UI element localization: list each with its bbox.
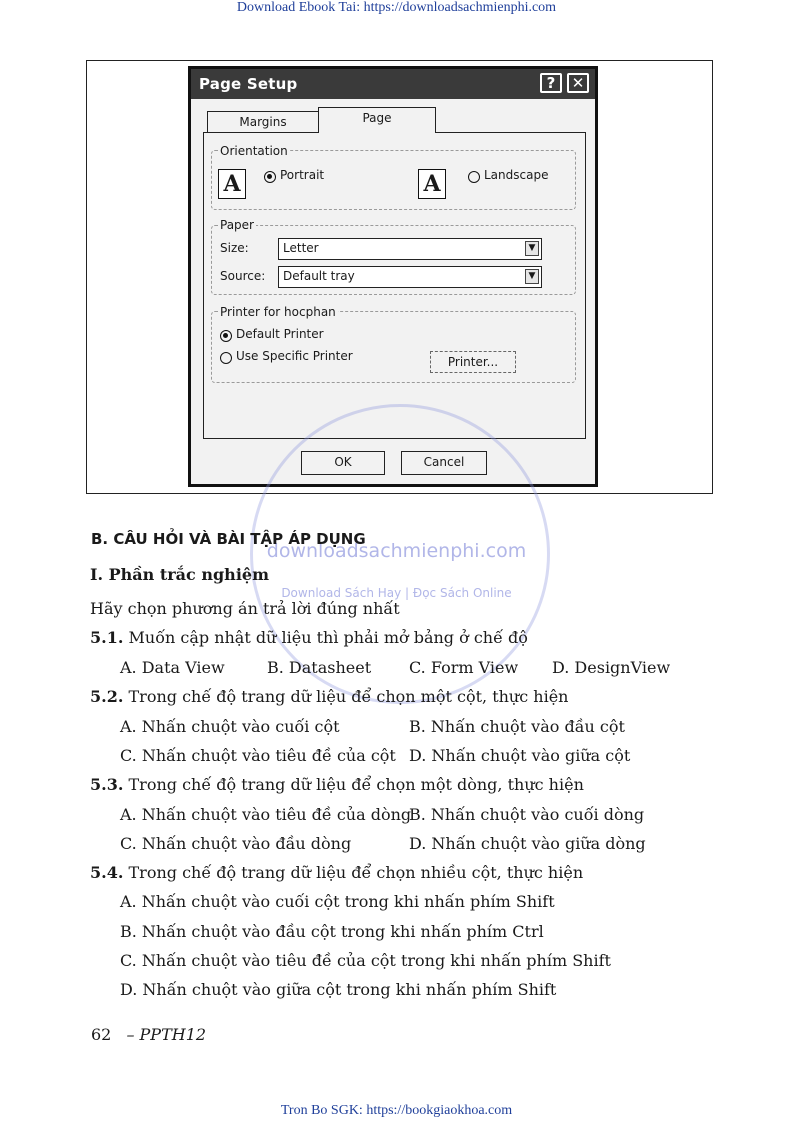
question-5-4 bbox=[90, 863, 583, 882]
option: B. Nhấn chuột vào đầu cột bbox=[409, 717, 625, 736]
source-select[interactable] bbox=[278, 266, 542, 288]
portrait-icon: A bbox=[218, 169, 246, 199]
option: D. Nhấn chuột vào giữa cột bbox=[409, 746, 631, 765]
chevron-down-icon[interactable]: ▼ bbox=[525, 241, 539, 256]
question-text: Trong chế độ trang dữ liệu để chọn một dòng, thực hiện bbox=[128, 775, 584, 794]
printer-group-label: Printer for hocphan bbox=[220, 305, 336, 319]
dialog-title: Page Setup bbox=[199, 75, 298, 93]
default-printer-radio[interactable] bbox=[220, 330, 232, 342]
option: C. Nhấn chuột vào đầu dòng bbox=[120, 834, 352, 853]
portrait-label: Portrait bbox=[280, 168, 325, 182]
close-button[interactable]: ✕ bbox=[567, 73, 589, 93]
option: B. Nhấn chuột vào cuối dòng bbox=[409, 805, 645, 824]
question-number: 5.3. bbox=[90, 775, 124, 794]
paper-label: Paper bbox=[220, 218, 254, 232]
question-text: Trong chế độ trang dữ liệu để chọn một cột, thực hiện bbox=[128, 687, 569, 706]
source-label: Source: bbox=[220, 269, 266, 283]
orientation-label: Orientation bbox=[220, 144, 288, 158]
question-5-2 bbox=[90, 687, 568, 706]
book-code: – PPTH12 bbox=[126, 1025, 207, 1044]
watermark-site: downloadsachmienphi.com bbox=[266, 540, 527, 562]
tab-page[interactable]: Page bbox=[318, 107, 436, 133]
option: A. Data View bbox=[120, 658, 225, 677]
specific-printer-label: Use Specific Printer bbox=[236, 349, 353, 363]
option: D. DesignView bbox=[552, 658, 671, 677]
bottom-download-link[interactable]: Tron Bo SGK: https://bookgiaokhoa.com bbox=[280, 1103, 513, 1118]
option: B. Datasheet bbox=[267, 658, 372, 677]
cancel-button[interactable]: Cancel bbox=[401, 451, 487, 475]
question-number: 5.1. bbox=[90, 628, 124, 647]
option: D. Nhấn chuột vào giữa dòng bbox=[409, 834, 646, 853]
question-5-3 bbox=[90, 775, 584, 794]
chevron-down-icon[interactable]: ▼ bbox=[525, 269, 539, 284]
option: A. Nhấn chuột vào cuối cột bbox=[120, 717, 340, 736]
help-button[interactable]: ? bbox=[540, 73, 562, 93]
option: B. Nhấn chuột vào đầu cột trong khi nhấn phím Ctrl bbox=[120, 922, 544, 941]
option: C. Form View bbox=[409, 658, 519, 677]
size-value: Letter bbox=[283, 241, 319, 255]
option: A. Nhấn chuột vào cuối cột trong khi nhấn phím Shift bbox=[120, 892, 555, 911]
printer-group bbox=[211, 311, 576, 383]
landscape-icon: A bbox=[418, 169, 446, 199]
size-label: Size: bbox=[220, 241, 249, 255]
printer-button[interactable]: Printer... bbox=[430, 351, 516, 373]
question-text: Muốn cập nhật dữ liệu thì phải mở bảng ở chế độ bbox=[128, 628, 528, 647]
ok-button[interactable]: OK bbox=[301, 451, 385, 475]
tab-margins[interactable]: Margins bbox=[207, 111, 319, 133]
portrait-radio[interactable] bbox=[264, 171, 276, 183]
option: C. Nhấn chuột vào tiêu đề của cột bbox=[120, 746, 396, 765]
default-printer-label: Default Printer bbox=[236, 327, 324, 341]
question-number: 5.2. bbox=[90, 687, 124, 706]
specific-printer-radio[interactable] bbox=[220, 352, 232, 364]
page-number: 62 bbox=[91, 1025, 112, 1044]
watermark-tagline: Download Sách Hay | Đọc Sách Online bbox=[281, 586, 512, 600]
landscape-label: Landscape bbox=[484, 168, 549, 182]
top-download-link[interactable]: Download Ebook Tai: https://downloadsachmienphi.com bbox=[236, 0, 557, 15]
question-number: 5.4. bbox=[90, 863, 124, 882]
question-5-1 bbox=[90, 628, 528, 647]
landscape-radio[interactable] bbox=[468, 171, 480, 183]
page-footer bbox=[91, 1025, 206, 1044]
size-select[interactable] bbox=[278, 238, 542, 260]
question-text: Trong chế độ trang dữ liệu để chọn nhiều cột, thực hiện bbox=[128, 863, 584, 882]
subsection-title: I. Phần trắc nghiệm bbox=[90, 565, 269, 584]
source-value: Default tray bbox=[283, 269, 355, 283]
tab-panel-page bbox=[203, 132, 586, 439]
dialog-titlebar bbox=[191, 69, 595, 99]
section-title: B. CÂU HỎI VÀ BÀI TẬP ÁP DỤNG bbox=[91, 530, 366, 548]
option: A. Nhấn chuột vào tiêu đề của dòng bbox=[120, 805, 412, 824]
instruction: Hãy chọn phương án trả lời đúng nhất bbox=[90, 599, 400, 618]
option: D. Nhấn chuột vào giữa cột trong khi nhấn phím Shift bbox=[120, 980, 557, 999]
option: C. Nhấn chuột vào tiêu đề của cột trong khi nhấn phím Shift bbox=[120, 951, 611, 970]
